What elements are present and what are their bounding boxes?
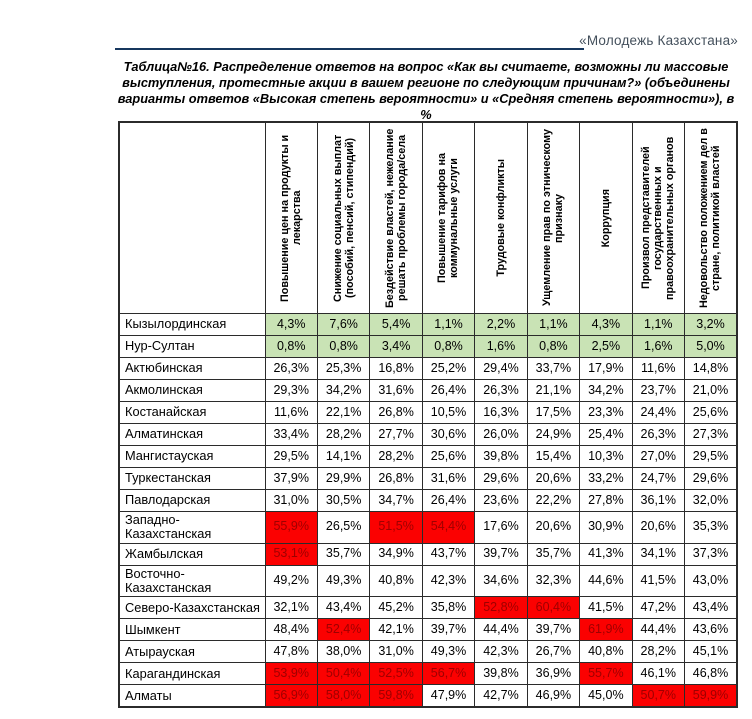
value-cell: 11,6% — [632, 358, 684, 380]
value-cell: 1,6% — [475, 336, 527, 358]
value-cell: 45,0% — [580, 685, 632, 708]
value-cell: 45,1% — [685, 641, 738, 663]
value-cell: 35,7% — [527, 543, 579, 565]
value-cell: 26,4% — [422, 490, 474, 512]
value-cell: 44,6% — [580, 565, 632, 597]
region-cell: Жамбылская — [119, 543, 265, 565]
table-row — [119, 490, 737, 512]
value-cell: 16,8% — [370, 358, 422, 380]
value-cell: 0,8% — [265, 336, 317, 358]
value-cell: 29,5% — [265, 446, 317, 468]
table-title: Таблица№16. Распределение ответов на вопрос «Как вы считаете, возможны ли массовые выступления, протестные акции в вашем регионе по следующим причинам?» (объединены варианты ответов «Высокая степень вероятности» и «Средняя степень вероятности»), в % — [117, 59, 735, 123]
table-row — [119, 543, 737, 565]
table-row — [119, 446, 737, 468]
value-cell: 26,8% — [370, 468, 422, 490]
value-cell: 55,9% — [265, 512, 317, 544]
value-cell: 29,6% — [685, 468, 738, 490]
value-cell: 33,2% — [580, 468, 632, 490]
value-cell: 42,3% — [422, 565, 474, 597]
value-cell: 23,3% — [580, 402, 632, 424]
table-row — [119, 619, 737, 641]
value-cell: 26,5% — [317, 512, 369, 544]
value-cell: 29,9% — [317, 468, 369, 490]
value-cell: 40,8% — [580, 641, 632, 663]
value-cell: 40,8% — [370, 565, 422, 597]
value-cell: 17,9% — [580, 358, 632, 380]
region-cell: Актюбинская — [119, 358, 265, 380]
value-cell: 35,8% — [422, 597, 474, 619]
value-cell: 46,1% — [632, 663, 684, 685]
value-cell: 34,2% — [317, 380, 369, 402]
value-cell: 30,9% — [580, 512, 632, 544]
value-cell: 61,9% — [580, 619, 632, 641]
value-cell: 1,6% — [632, 336, 684, 358]
value-cell: 39,8% — [475, 446, 527, 468]
value-cell: 42,3% — [475, 641, 527, 663]
value-cell: 0,8% — [422, 336, 474, 358]
column-header — [370, 122, 422, 314]
value-cell: 44,4% — [632, 619, 684, 641]
column-header-label: Недовольство положением дел в стране, политикой властей — [698, 128, 723, 308]
value-cell: 29,6% — [475, 468, 527, 490]
region-cell: Западно-Казахстанская — [119, 512, 265, 544]
value-cell: 51,5% — [370, 512, 422, 544]
table-row — [119, 336, 737, 358]
table-row — [119, 565, 737, 597]
value-cell: 7,6% — [317, 314, 369, 336]
header-row — [119, 122, 737, 314]
value-cell: 43,4% — [317, 597, 369, 619]
value-cell: 34,6% — [475, 565, 527, 597]
value-cell: 5,4% — [370, 314, 422, 336]
region-cell: Карагандинская — [119, 663, 265, 685]
table-row — [119, 663, 737, 685]
value-cell: 43,0% — [685, 565, 738, 597]
value-cell: 32,0% — [685, 490, 738, 512]
value-cell: 20,6% — [527, 468, 579, 490]
table-row — [119, 314, 737, 336]
value-cell: 49,3% — [317, 565, 369, 597]
value-cell: 47,8% — [265, 641, 317, 663]
header-divider — [115, 48, 584, 50]
value-cell: 52,4% — [317, 619, 369, 641]
value-cell: 56,9% — [265, 685, 317, 708]
value-cell: 14,1% — [317, 446, 369, 468]
column-header-label: Произвол представителей государственных и правоохранительных органов — [640, 136, 677, 300]
value-cell: 39,7% — [422, 619, 474, 641]
column-header — [632, 122, 684, 314]
table-row — [119, 512, 737, 544]
value-cell: 27,0% — [632, 446, 684, 468]
value-cell: 56,7% — [422, 663, 474, 685]
value-cell: 28,2% — [317, 424, 369, 446]
value-cell: 44,4% — [475, 619, 527, 641]
value-cell: 2,2% — [475, 314, 527, 336]
value-cell: 47,2% — [632, 597, 684, 619]
value-cell: 25,2% — [422, 358, 474, 380]
value-cell: 50,7% — [632, 685, 684, 708]
value-cell: 4,3% — [580, 314, 632, 336]
value-cell: 20,6% — [632, 512, 684, 544]
value-cell: 26,8% — [370, 402, 422, 424]
value-cell: 24,7% — [632, 468, 684, 490]
value-cell: 25,6% — [422, 446, 474, 468]
column-header-label: Повышение цен на продукты и лекарства — [279, 134, 304, 302]
value-cell: 3,4% — [370, 336, 422, 358]
value-cell: 29,5% — [685, 446, 738, 468]
column-header — [685, 122, 738, 314]
value-cell: 0,8% — [527, 336, 579, 358]
table-header — [119, 122, 737, 314]
value-cell: 39,7% — [527, 619, 579, 641]
column-header — [422, 122, 474, 314]
table-row — [119, 641, 737, 663]
value-cell: 35,3% — [685, 512, 738, 544]
value-cell: 42,1% — [370, 619, 422, 641]
table-row — [119, 402, 737, 424]
value-cell: 27,8% — [580, 490, 632, 512]
column-header-label: Повышение тарифов на коммунальные услуги — [436, 153, 461, 283]
column-header — [527, 122, 579, 314]
value-cell: 30,5% — [317, 490, 369, 512]
value-cell: 11,6% — [265, 402, 317, 424]
value-cell: 29,3% — [265, 380, 317, 402]
column-header-label: Бездействие властей, нежелание решать проблемы города/села — [384, 128, 409, 308]
value-cell: 25,4% — [580, 424, 632, 446]
value-cell: 26,4% — [422, 380, 474, 402]
value-cell: 59,9% — [685, 685, 738, 708]
value-cell: 31,0% — [265, 490, 317, 512]
value-cell: 55,7% — [580, 663, 632, 685]
value-cell: 50,4% — [317, 663, 369, 685]
value-cell: 17,5% — [527, 402, 579, 424]
value-cell: 26,3% — [265, 358, 317, 380]
results-table — [118, 121, 738, 708]
value-cell: 52,8% — [475, 597, 527, 619]
value-cell: 31,0% — [370, 641, 422, 663]
value-cell: 46,8% — [685, 663, 738, 685]
value-cell: 16,3% — [475, 402, 527, 424]
value-cell: 28,2% — [632, 641, 684, 663]
table-row — [119, 358, 737, 380]
value-cell: 31,6% — [422, 468, 474, 490]
value-cell: 49,2% — [265, 565, 317, 597]
value-cell: 31,6% — [370, 380, 422, 402]
region-cell: Шымкент — [119, 619, 265, 641]
column-header-label: Ущемление прав по этническому признаку — [541, 129, 566, 307]
value-cell: 39,7% — [475, 543, 527, 565]
value-cell: 43,6% — [685, 619, 738, 641]
value-cell: 37,9% — [265, 468, 317, 490]
value-cell: 45,2% — [370, 597, 422, 619]
value-cell: 59,8% — [370, 685, 422, 708]
value-cell: 27,7% — [370, 424, 422, 446]
column-header — [475, 122, 527, 314]
value-cell: 25,3% — [317, 358, 369, 380]
value-cell: 41,3% — [580, 543, 632, 565]
value-cell: 1,1% — [632, 314, 684, 336]
value-cell: 35,7% — [317, 543, 369, 565]
value-cell: 34,7% — [370, 490, 422, 512]
value-cell: 10,5% — [422, 402, 474, 424]
value-cell: 26,7% — [527, 641, 579, 663]
column-header-label: Трудовые конфликты — [494, 159, 507, 277]
value-cell: 43,4% — [685, 597, 738, 619]
region-cell: Алматы — [119, 685, 265, 708]
region-cell: Восточно-Казахстанская — [119, 565, 265, 597]
region-cell: Северо-Казахстанская — [119, 597, 265, 619]
value-cell: 3,2% — [685, 314, 738, 336]
value-cell: 24,4% — [632, 402, 684, 424]
value-cell: 29,4% — [475, 358, 527, 380]
value-cell: 22,1% — [317, 402, 369, 424]
value-cell: 24,9% — [527, 424, 579, 446]
value-cell: 1,1% — [422, 314, 474, 336]
value-cell: 1,1% — [527, 314, 579, 336]
table-row — [119, 424, 737, 446]
value-cell: 30,6% — [422, 424, 474, 446]
value-cell: 41,5% — [632, 565, 684, 597]
value-cell: 33,7% — [527, 358, 579, 380]
value-cell: 41,5% — [580, 597, 632, 619]
publication-name: «Молодежь Казахстана» — [579, 33, 738, 48]
table-row — [119, 685, 737, 708]
value-cell: 17,6% — [475, 512, 527, 544]
value-cell: 36,1% — [632, 490, 684, 512]
value-cell: 46,9% — [527, 685, 579, 708]
value-cell: 42,7% — [475, 685, 527, 708]
column-header-label: Снижение социальных выплат (пособий, пенсий, стипендий) — [331, 134, 356, 302]
value-cell: 21,0% — [685, 380, 738, 402]
value-cell: 49,3% — [422, 641, 474, 663]
region-cell: Мангистауская — [119, 446, 265, 468]
value-cell: 26,0% — [475, 424, 527, 446]
region-cell: Атырауская — [119, 641, 265, 663]
value-cell: 39,8% — [475, 663, 527, 685]
value-cell: 21,1% — [527, 380, 579, 402]
value-cell: 5,0% — [685, 336, 738, 358]
value-cell: 22,2% — [527, 490, 579, 512]
value-cell: 58,0% — [317, 685, 369, 708]
region-cell: Нур-Султан — [119, 336, 265, 358]
column-header — [265, 122, 317, 314]
value-cell: 54,4% — [422, 512, 474, 544]
column-header-label: Коррупция — [599, 188, 612, 248]
region-cell: Акмолинская — [119, 380, 265, 402]
table-row — [119, 597, 737, 619]
value-cell: 2,5% — [580, 336, 632, 358]
value-cell: 28,2% — [370, 446, 422, 468]
column-header — [317, 122, 369, 314]
value-cell: 33,4% — [265, 424, 317, 446]
value-cell: 37,3% — [685, 543, 738, 565]
value-cell: 34,2% — [580, 380, 632, 402]
value-cell: 43,7% — [422, 543, 474, 565]
value-cell: 26,3% — [632, 424, 684, 446]
table-row — [119, 468, 737, 490]
value-cell: 23,7% — [632, 380, 684, 402]
region-cell: Туркестанская — [119, 468, 265, 490]
value-cell: 53,1% — [265, 543, 317, 565]
table-row — [119, 380, 737, 402]
value-cell: 4,3% — [265, 314, 317, 336]
column-header — [580, 122, 632, 314]
value-cell: 25,6% — [685, 402, 738, 424]
value-cell: 36,9% — [527, 663, 579, 685]
value-cell: 32,3% — [527, 565, 579, 597]
value-cell: 34,9% — [370, 543, 422, 565]
value-cell: 52,5% — [370, 663, 422, 685]
region-cell: Алматинская — [119, 424, 265, 446]
value-cell: 47,9% — [422, 685, 474, 708]
value-cell: 23,6% — [475, 490, 527, 512]
value-cell: 20,6% — [527, 512, 579, 544]
value-cell: 15,4% — [527, 446, 579, 468]
value-cell: 27,3% — [685, 424, 738, 446]
value-cell: 32,1% — [265, 597, 317, 619]
value-cell: 60,4% — [527, 597, 579, 619]
value-cell: 26,3% — [475, 380, 527, 402]
region-cell: Кызылординская — [119, 314, 265, 336]
region-cell: Павлодарская — [119, 490, 265, 512]
value-cell: 14,8% — [685, 358, 738, 380]
value-cell: 0,8% — [317, 336, 369, 358]
value-cell: 53,9% — [265, 663, 317, 685]
corner-cell — [119, 122, 265, 314]
value-cell: 48,4% — [265, 619, 317, 641]
region-cell: Костанайская — [119, 402, 265, 424]
value-cell: 10,3% — [580, 446, 632, 468]
value-cell: 34,1% — [632, 543, 684, 565]
value-cell: 38,0% — [317, 641, 369, 663]
